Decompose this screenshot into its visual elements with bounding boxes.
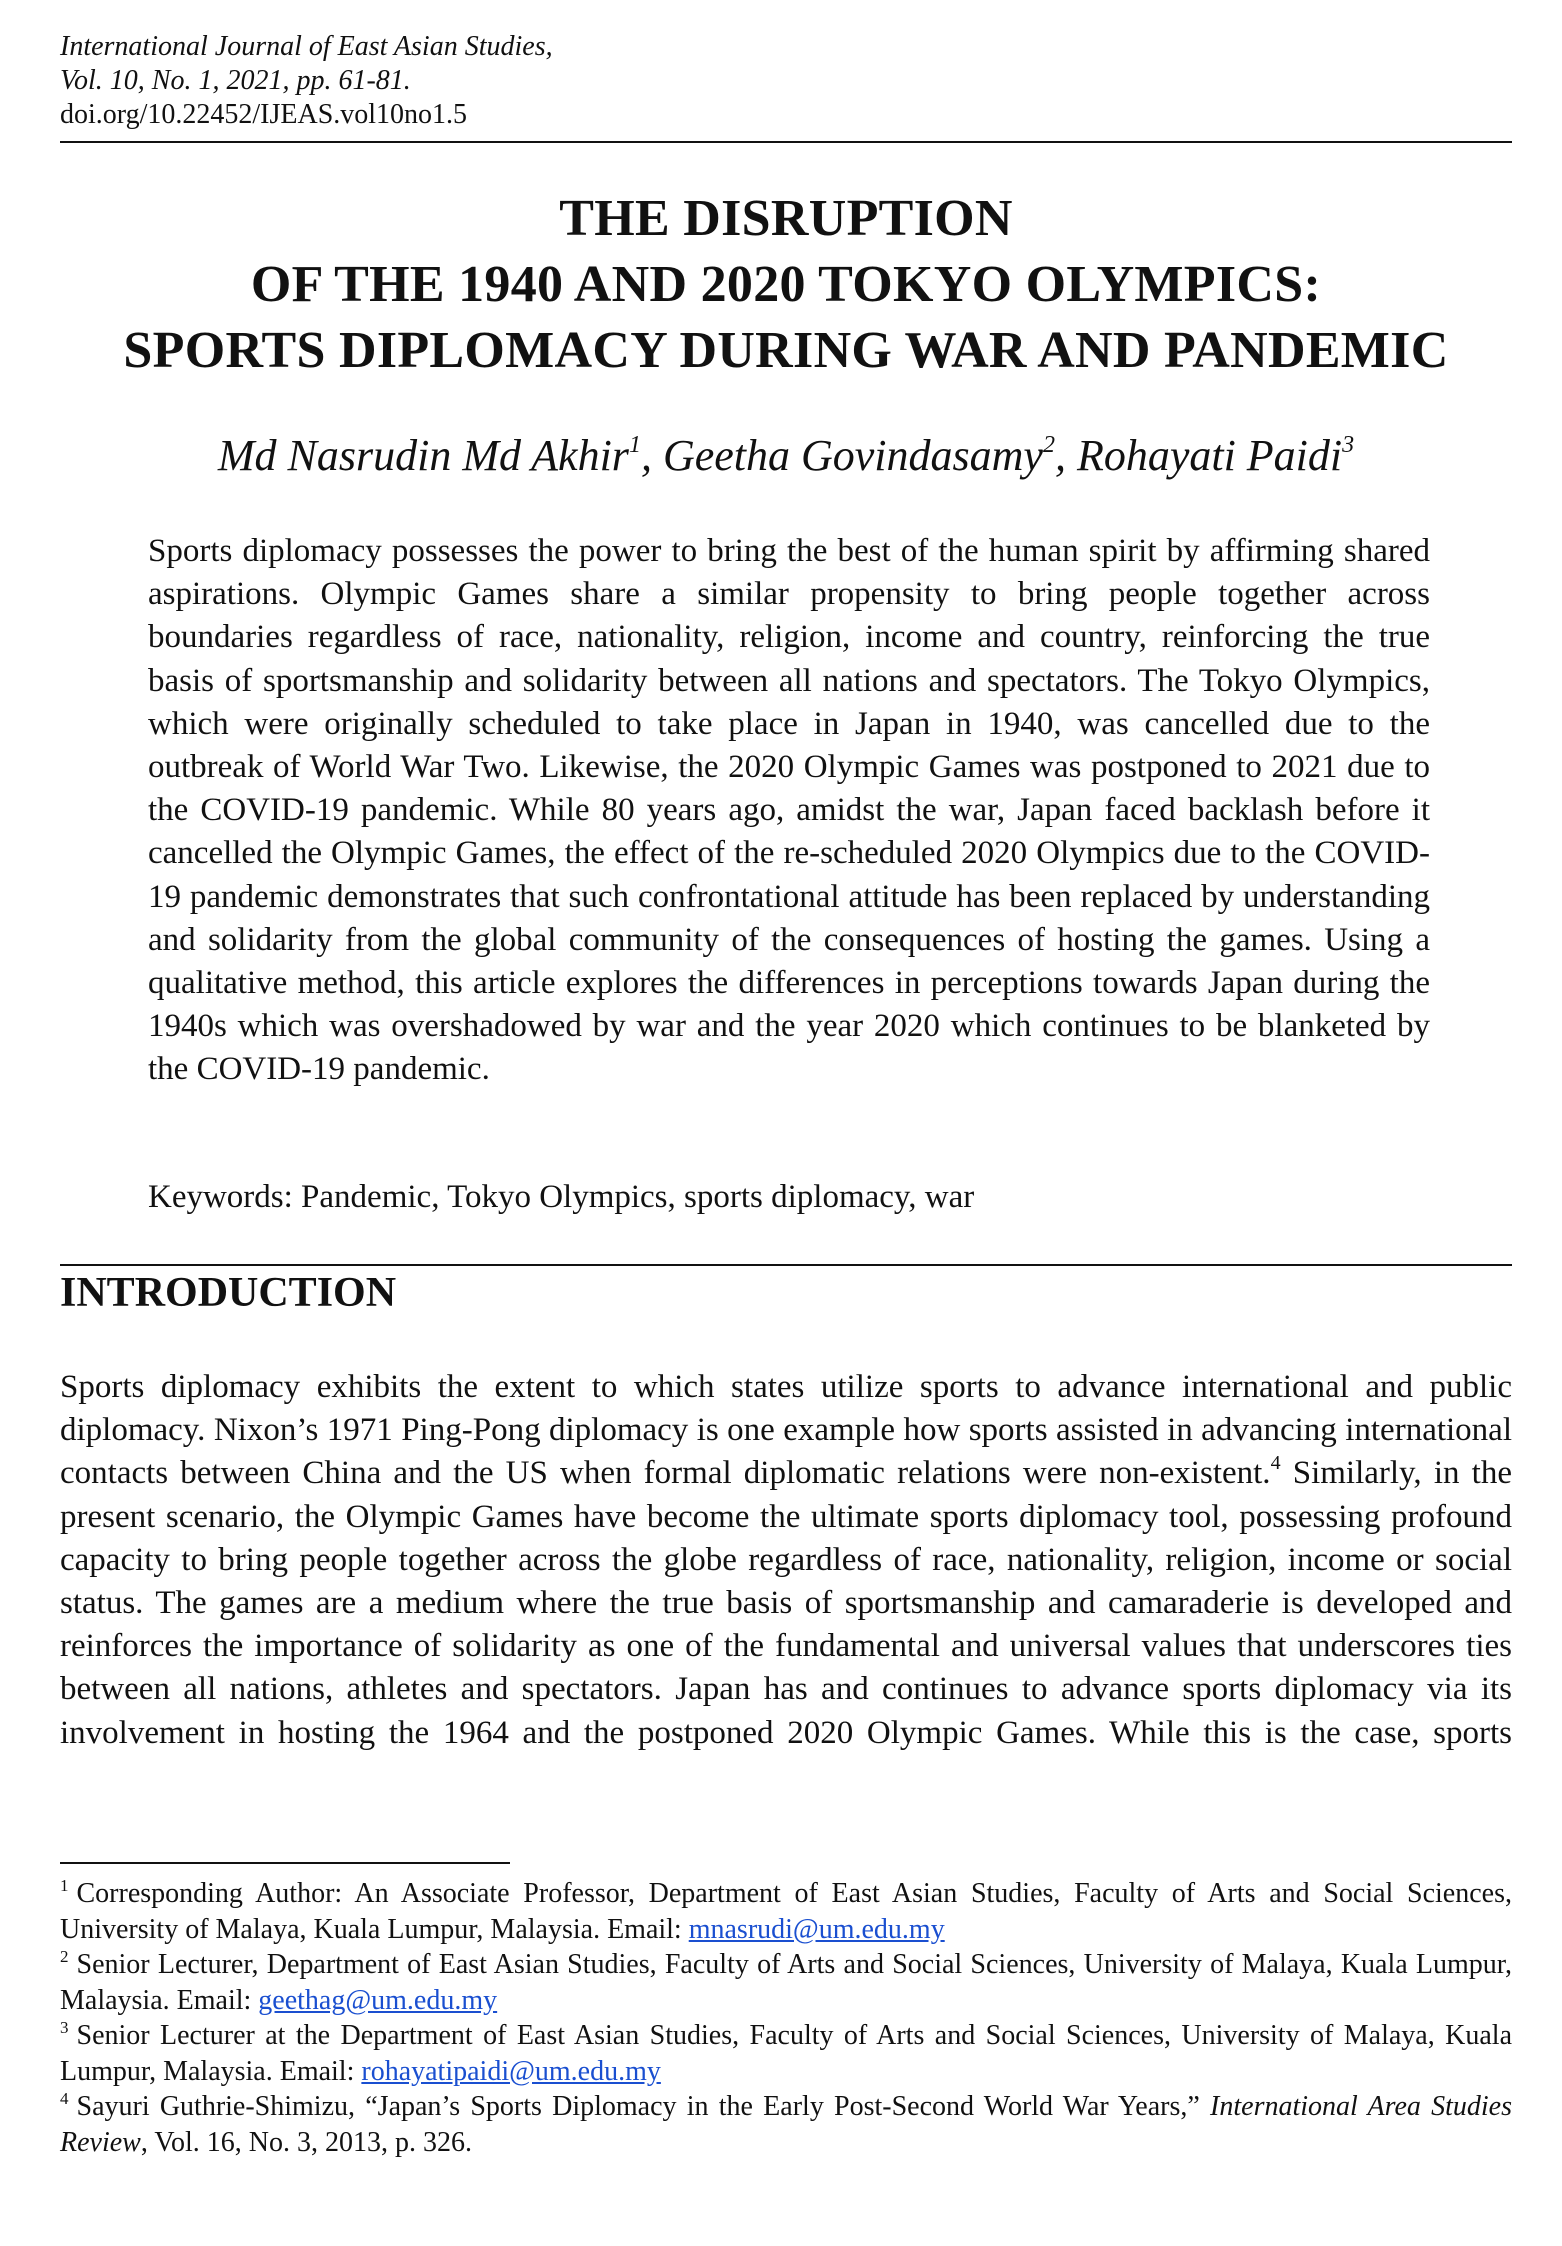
footnote-text: Senior Lecturer, Department of East Asian Studies, Faculty of Arts and Social Sciences, University of Malaya, Kuala Lumpur, Malaysia. Email: [60, 1949, 1512, 2016]
footnote-mark: 1 [60, 1876, 69, 1895]
footnote-2 [60, 1947, 1512, 2018]
doi-line: doi.org/10.22452/IJEAS.vol10no1.5 [60, 99, 468, 130]
author-separator: , [1054, 431, 1077, 480]
title-line-1: THE DISRUPTION [559, 190, 1013, 247]
keywords-line: Keywords: Pandemic, Tokyo Olympics, sports diplomacy, war [148, 1179, 975, 1215]
footnote-text: Sayuri Guthrie-Shimizu, “Japan’s Sports Diplomacy in the Early Post-Second World War Years,” [76, 2091, 1211, 2122]
footnote-journal-title: International Area Studies Review [60, 2091, 1513, 2158]
footnote-text: Senior Lecturer at the Department of East Asian Studies, Faculty of Arts and Social Sciences, University of Malaya, Kuala Lumpur, Malaysia. Email: [60, 2020, 1512, 2087]
footnote-4 [60, 2089, 1512, 2160]
title-line-2: OF THE 1940 AND 2020 TOKYO OLYMPICS: [250, 256, 1322, 313]
author-name: Md Nasrudin Md Akhir [217, 431, 629, 480]
abstract-text: Sports diplomacy possesses the power to bring the best of the human spirit by affirming shared aspirations. Olympic Games share a similar propensity to bring people together across boundaries regardless of race, nationality, religion, income and country, reinforcing the true basis of sportsmanship and solidarity between all nations and spectators. The Tokyo Olympics, which were originally scheduled to take place in Japan in 1940, was cancelled due to the outbreak of World War Two. Likewise, the 2020 Olympic Games was postponed to 2021 due to the COVID-19 pandemic. While 80 years ago, amidst the war, Japan faced backlash before it cancelled the Olympic Games, the effect of the re-scheduled 2020 Olympics due to the COVID-19 pandemic demonstrates that such confrontational attitude has been replaced by understanding and solidarity from the global community of the consequences of hosting the games. Using a qualitative method, this article explores the differences in perceptions towards Japan during the 1940s which was overshadowed by war and the year 2020 which continues to be blanketed by the COVID-19 pandemic. [148, 533, 1430, 1088]
email-link[interactable]: geethag@um.edu.my [258, 1984, 498, 2016]
journal-header [60, 30, 1510, 132]
introduction-paragraph [60, 1366, 1512, 1755]
footnote-3 [60, 2018, 1512, 2089]
email-link[interactable]: mnasrudi@um.edu.my [688, 1913, 945, 1945]
footnote-reference[interactable]: 4 [1270, 1452, 1281, 1475]
footnote-text: , Vol. 16, No. 3, 2013, p. 326. [140, 2126, 472, 2158]
author-separator: , [640, 431, 663, 480]
paragraph-text: Similarly, in the present scenario, the Olympic Games have become the ultimate sports diplomacy tool, possessing profound capacity to bring people together across the globe regardless of race, nationality, religion, income or social status. The games are a medium where the true basis of sportsmanship and camaraderie is developed and reinforces the importance of solidarity as one of the fundamental and universal values that underscores ties between all nations, athletes and spectators. Japan has and continues to advance sports diplomacy via its involvement in hosting the 1964 and the postponed 2020 Olympic Games. While this is the case, sports [60, 1455, 1512, 1751]
footnote-text: Corresponding Author: An Associate Professor, Department of East Asian Studies, Faculty of Arts and Social Sciences, University of Malaya, Kuala Lumpur, Malaysia. Email: [60, 1878, 1512, 1945]
author-footnote-mark[interactable]: 1 [628, 432, 641, 458]
journal-volume: Vol. 10, No. 1, 2021, pp. 61-81. [60, 65, 411, 96]
author-name: Geetha Govindasamy [662, 431, 1043, 480]
footnotes [60, 1876, 1512, 2160]
author-footnote-mark[interactable]: 3 [1342, 432, 1355, 458]
footnote-mark: 2 [60, 1947, 69, 1966]
footnote-1 [60, 1876, 1512, 1947]
author-footnote-mark[interactable]: 2 [1042, 432, 1055, 458]
footnote-mark: 3 [60, 2018, 69, 2037]
paragraph-text: Sports diplomacy exhibits the extent to which states utilize sports to advance international and public diplomacy. Nixon’s 1971 Ping-Pong diplomacy is one example how sports assisted in advancing international contacts between China and the US when formal diplomatic relations were non-existent. [60, 1369, 1512, 1492]
journal-name: International Journal of East Asian Studies, [60, 31, 553, 62]
author-name: Rohayati Paidi [1076, 431, 1343, 480]
footnote-mark: 4 [60, 2089, 69, 2108]
paper-title [60, 186, 1512, 384]
header-divider [60, 141, 1512, 143]
footnote-divider [60, 1862, 510, 1864]
section-heading-introduction: INTRODUCTION [60, 1270, 397, 1316]
title-line-3: SPORTS DIPLOMACY DURING WAR AND PANDEMIC [123, 322, 1449, 379]
author-list [60, 428, 1512, 484]
email-link[interactable]: rohayatipaidi@um.edu.my [361, 2055, 661, 2087]
